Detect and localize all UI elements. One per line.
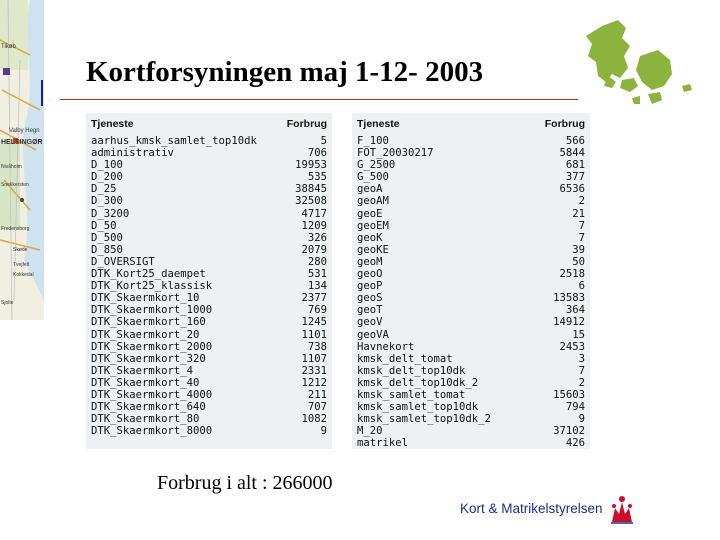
accent-bar	[41, 80, 43, 106]
column-header-usage: Forbrug	[286, 118, 327, 130]
usage-cell: 6	[578, 280, 585, 293]
column-header-service: Tjeneste	[91, 118, 134, 130]
service-cell: D_850	[91, 243, 123, 256]
table-row	[352, 244, 590, 256]
table-row	[86, 171, 332, 183]
map-label: Snekkersten	[1, 182, 29, 188]
service-cell: kmsk_delt_top10dk	[357, 364, 466, 377]
usage-cell: 2518	[559, 268, 585, 281]
service-cell: aarhus_kmsk_samlet_top10dk	[91, 135, 257, 147]
table-row	[352, 256, 590, 268]
table-row	[86, 183, 332, 195]
service-cell: DTK_Skaermkort_4000	[91, 388, 213, 401]
usage-cell: 14912	[553, 316, 585, 329]
table-row	[86, 208, 332, 220]
usage-cell: 5844	[559, 147, 585, 160]
service-cell: DTK_Skaermkort_20	[91, 328, 200, 341]
map-label: Nivåholm	[1, 164, 22, 170]
table-row	[86, 256, 332, 268]
table-row	[352, 365, 590, 377]
title-divider	[60, 99, 578, 100]
table-row	[352, 413, 590, 425]
usage-cell: 738	[307, 340, 327, 353]
usage-cell: 1101	[301, 328, 327, 341]
table-row	[86, 304, 332, 316]
usage-cell: 2453	[559, 340, 585, 353]
service-cell: DTK_Skaermkort_320	[91, 352, 206, 365]
service-cell: matrikel	[357, 437, 409, 450]
usage-cell: 15603	[553, 388, 585, 401]
service-cell: geoEM	[357, 219, 389, 232]
usage-cell: 426	[565, 437, 585, 450]
total-usage: Forbrug i alt : 266000	[157, 472, 333, 494]
map-strip-image	[0, 0, 44, 320]
map-label: Valby Hegn	[9, 128, 40, 134]
map-label: Skøde	[13, 247, 28, 253]
service-cell: geoV	[357, 316, 383, 329]
usage-cell: 1209	[301, 219, 327, 232]
service-cell: geoK	[357, 231, 383, 244]
table-row	[86, 220, 332, 232]
table-row	[352, 280, 590, 292]
table-row	[86, 413, 332, 425]
service-cell: D_200	[91, 171, 123, 184]
table-row	[86, 268, 332, 280]
service-cell: DTK_Kort25_klassisk	[91, 280, 213, 293]
service-cell: G_2500	[357, 159, 396, 172]
usage-cell: 377	[565, 171, 585, 184]
service-cell: D_50	[91, 219, 117, 232]
usage-table-right	[352, 113, 590, 449]
usage-cell: 19953	[295, 159, 327, 172]
map-label: Fredensborg	[1, 226, 30, 232]
usage-cell: 6536	[559, 183, 585, 196]
map-label: HELSINGØR	[1, 139, 43, 146]
usage-cell: 326	[307, 231, 327, 244]
usage-cell: 5	[320, 135, 327, 147]
service-cell: D_25	[91, 183, 117, 196]
usage-cell: 769	[307, 304, 327, 317]
table-row	[86, 365, 332, 377]
service-cell: G_500	[357, 171, 389, 184]
usage-cell: 531	[307, 268, 327, 281]
table-row	[86, 147, 332, 159]
usage-cell: 2377	[301, 292, 327, 305]
table-row	[352, 159, 590, 171]
usage-cell: 4717	[301, 207, 327, 220]
usage-cell: 211	[307, 388, 327, 401]
service-cell: DTK_Skaermkort_40	[91, 376, 200, 389]
service-cell: kmsk_delt_top10dk_2	[357, 376, 479, 389]
table-row	[86, 292, 332, 304]
service-cell: geoS	[357, 292, 383, 305]
service-cell: D_300	[91, 195, 123, 208]
usage-cell: 134	[307, 280, 327, 293]
table-row	[352, 135, 590, 147]
table-row	[86, 316, 332, 328]
usage-cell: 50	[572, 255, 585, 268]
usage-cell: 535	[307, 171, 327, 184]
service-cell: geoKE	[357, 243, 389, 256]
service-cell: geoAM	[357, 195, 389, 208]
usage-cell: 2079	[301, 243, 327, 256]
denmark-map-icon	[578, 16, 698, 112]
service-cell: administrativ	[91, 147, 174, 160]
service-cell: geoM	[357, 255, 383, 268]
service-cell: DTK_Skaermkort_640	[91, 401, 206, 414]
usage-cell: 9	[320, 425, 327, 438]
table-row	[86, 341, 332, 353]
usage-table	[86, 113, 332, 437]
table-row	[86, 280, 332, 292]
service-cell: DTK_Skaermkort_80	[91, 413, 200, 426]
service-cell: FOT_20030217	[357, 147, 434, 160]
usage-cell: 38845	[295, 183, 327, 196]
table-row	[352, 304, 590, 316]
service-cell: geoT	[357, 304, 383, 317]
table-row	[352, 316, 590, 328]
table-row	[352, 341, 590, 353]
usage-cell: 794	[565, 401, 585, 414]
usage-cell: 7	[578, 231, 585, 244]
table-row	[86, 244, 332, 256]
usage-cell: 1082	[301, 413, 327, 426]
map-label: Tvejfelt	[13, 262, 30, 268]
usage-cell: 39	[572, 243, 585, 256]
table-row	[86, 389, 332, 401]
table-row	[352, 437, 590, 449]
table-row	[352, 292, 590, 304]
map-label: Tikøb	[1, 44, 16, 50]
table-row	[86, 377, 332, 389]
table-row	[352, 401, 590, 413]
service-cell: kmsk_samlet_top10dk	[357, 401, 479, 414]
table-header-row	[86, 113, 332, 135]
usage-cell: 7	[578, 364, 585, 377]
service-cell: DTK_Kort25_daempet	[91, 268, 206, 281]
service-cell: D_OVERSIGT	[91, 255, 155, 268]
table-row	[352, 147, 590, 159]
usage-cell: 2	[578, 195, 585, 208]
table-row	[86, 329, 332, 341]
table-row	[86, 232, 332, 244]
table-row	[86, 195, 332, 207]
service-cell: geoO	[357, 268, 383, 281]
table-row	[352, 220, 590, 232]
service-cell: kmsk_samlet_tomat	[357, 388, 466, 401]
usage-table	[352, 113, 590, 449]
service-cell: Havnekort	[357, 340, 415, 353]
service-cell: DTK_Skaermkort_1000	[91, 304, 213, 317]
page-title: Kortforsyningen maj 1-12- 2003	[86, 56, 484, 88]
table-row	[352, 389, 590, 401]
service-cell: DTK_Skaermkort_8000	[91, 425, 213, 438]
service-cell: D_500	[91, 231, 123, 244]
table-row	[86, 135, 332, 147]
usage-table-left	[86, 113, 332, 449]
service-cell: DTK_Skaermkort_4	[91, 364, 194, 377]
usage-cell: 566	[565, 135, 585, 147]
usage-cell: 3	[578, 352, 585, 365]
usage-cell: 1212	[301, 376, 327, 389]
service-cell: kmsk_delt_tomat	[357, 352, 453, 365]
usage-cell: 7	[578, 219, 585, 232]
service-cell: DTK_Skaermkort_160	[91, 316, 206, 329]
table-row	[86, 353, 332, 365]
service-cell: geoP	[357, 280, 383, 293]
table-row	[352, 425, 590, 437]
usage-cell: 2	[578, 376, 585, 389]
logo-text: Kort & Matrikelstyrelsen	[460, 500, 603, 516]
column-header-usage: Forbrug	[544, 118, 585, 130]
usage-cell: 364	[565, 304, 585, 317]
usage-cell: 1107	[301, 352, 327, 365]
usage-cell: 2331	[301, 364, 327, 377]
usage-cell: 21	[572, 207, 585, 220]
service-cell: geoE	[357, 207, 383, 220]
service-cell: geoA	[357, 183, 383, 196]
column-header-service: Tjeneste	[357, 118, 400, 130]
usage-cell: 32508	[295, 195, 327, 208]
table-row	[352, 377, 590, 389]
table-row	[352, 208, 590, 220]
table-row	[352, 329, 590, 341]
table-row	[352, 183, 590, 195]
table-row	[352, 232, 590, 244]
map-label: Sjolte	[1, 300, 14, 306]
usage-cell: 1245	[301, 316, 327, 329]
usage-cell: 706	[307, 147, 327, 160]
kms-logo	[460, 492, 635, 524]
usage-cell: 13583	[553, 292, 585, 305]
table-row	[352, 171, 590, 183]
service-cell: D_100	[91, 159, 123, 172]
table-row	[86, 159, 332, 171]
service-cell: M_20	[357, 425, 383, 438]
usage-cell: 9	[578, 413, 585, 426]
usage-cell: 681	[565, 159, 585, 172]
service-cell: kmsk_samlet_top10dk_2	[357, 413, 491, 426]
crown-icon	[609, 492, 635, 524]
table-row	[352, 268, 590, 280]
table-row	[86, 425, 332, 437]
usage-cell: 37102	[553, 425, 585, 438]
service-cell: geoVA	[357, 328, 389, 341]
map-label: Kokkedal	[13, 272, 34, 278]
usage-cell: 280	[307, 255, 327, 268]
table-header-row	[352, 113, 590, 135]
table-row	[352, 195, 590, 207]
usage-cell: 15	[572, 328, 585, 341]
service-cell: D_3200	[91, 207, 130, 220]
table-row	[352, 353, 590, 365]
service-cell: DTK_Skaermkort_10	[91, 292, 200, 305]
service-cell: DTK_Skaermkort_2000	[91, 340, 213, 353]
service-cell: F_100	[357, 135, 389, 147]
usage-cell: 707	[307, 401, 327, 414]
table-row	[86, 401, 332, 413]
